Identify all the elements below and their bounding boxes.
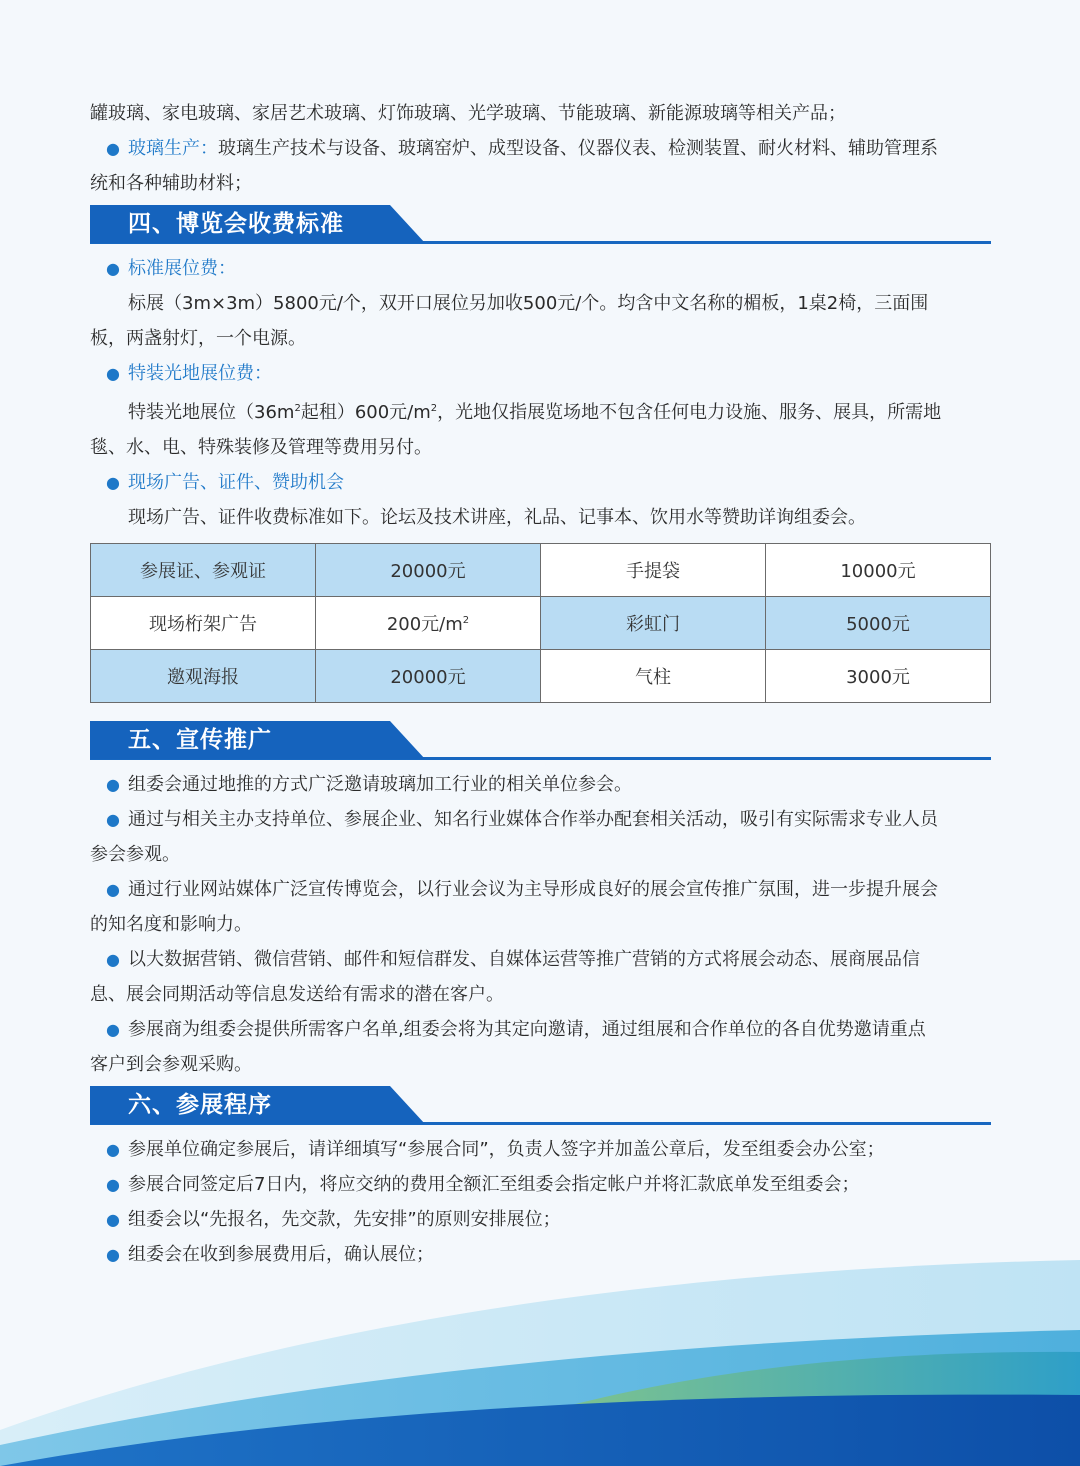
intro-line: 罐玻璃、家电玻璃、家居艺术玻璃、灯饰玻璃、光学玻璃、节能玻璃、新能源玻璃等相关产品； bbox=[90, 103, 846, 124]
bullet-icon: ● bbox=[106, 1020, 120, 1039]
bullet-icon: ● bbox=[106, 775, 120, 794]
list-item bbox=[90, 767, 991, 802]
standard-booth-line1: 标展（3m×3m）5800元/个，双开口展位另加收500元/个。均含中文名称的楣板，1桌2椅，三面围 bbox=[128, 293, 929, 314]
sup-2: 2 bbox=[462, 615, 470, 626]
list-item bbox=[90, 1012, 991, 1047]
content bbox=[90, 96, 991, 1272]
ads-line: 现场广告、证件收费标准如下。论坛及技术讲座，礼品、记事本、饮用水等赞助详询组委会。 bbox=[128, 507, 866, 528]
list-item bbox=[90, 872, 991, 907]
list-item bbox=[90, 942, 991, 977]
list-item-text: 参展商为组委会提供所需客户名单,组委会将为其定向邀请，通过组展和合作单位的各自优势邀请重点 bbox=[128, 1019, 926, 1040]
section-header-4 bbox=[90, 205, 991, 245]
bullet-icon: ● bbox=[106, 1210, 120, 1229]
list-item bbox=[90, 802, 991, 837]
table-cell: 气柱 bbox=[541, 650, 766, 703]
table-cell: 5000元 bbox=[766, 597, 991, 650]
bullet-icon: ● bbox=[106, 1175, 120, 1194]
sup-2: 2 bbox=[430, 403, 438, 414]
list-item-cont: 客户到会参观采购。 bbox=[90, 1054, 252, 1075]
bullet-icon: ● bbox=[106, 1140, 120, 1159]
special-booth-line1 bbox=[90, 391, 991, 430]
decorative-wave bbox=[0, 1230, 1080, 1466]
table-cell: 20000元 bbox=[316, 544, 541, 597]
bullet-icon: ● bbox=[106, 473, 120, 492]
list-item-text: 通过与相关主办支持单位、参展企业、知名行业媒体合作举办配套相关活动，吸引有实际需求专业人员 bbox=[128, 809, 938, 830]
list-item-text: 组委会通过地推的方式广泛邀请玻璃加工行业的相关单位参会。 bbox=[128, 774, 632, 795]
table-cell: 参展证、参观证 bbox=[91, 544, 316, 597]
section-title-6: 六、参展程序 bbox=[128, 1092, 272, 1118]
ads-label: 现场广告、证件、赞助机会 bbox=[128, 472, 344, 493]
section-header-6 bbox=[90, 1086, 991, 1126]
table-row bbox=[91, 650, 991, 703]
ads-item bbox=[90, 465, 991, 500]
sup-2: 2 bbox=[294, 403, 301, 414]
bullet-icon: ● bbox=[106, 810, 120, 829]
list-item-text: 组委会在收到参展费用后，确认展位； bbox=[128, 1244, 434, 1265]
standard-booth-item bbox=[90, 251, 991, 286]
special-text-b: 起租）600元/m bbox=[300, 402, 431, 423]
fee-table bbox=[90, 543, 991, 703]
special-booth-line2: 毯、水、电、特殊装修及管理等费用另付。 bbox=[90, 437, 432, 458]
special-text-a: 特装光地展位（36m bbox=[128, 402, 295, 423]
list-item-text: 组委会以“先报名，先交款，先安排”的原则安排展位； bbox=[128, 1209, 561, 1230]
section-header-5 bbox=[90, 721, 991, 761]
bullet-icon: ● bbox=[106, 259, 120, 278]
table-row bbox=[91, 544, 991, 597]
bullet-icon: ● bbox=[106, 950, 120, 969]
list-item-cont: 的知名度和影响力。 bbox=[90, 914, 252, 935]
list-item bbox=[90, 1132, 991, 1167]
list-item-text: 参展合同签定后7日内，将应交纳的费用全额汇至组委会指定帐户并将汇款底单发至组委会； bbox=[128, 1174, 860, 1195]
glass-production-item bbox=[90, 131, 991, 166]
cell-text: 200元/m bbox=[386, 614, 463, 635]
list-item-text: 参展单位确定参展后，请详细填写“参展合同”，负责人签字并加盖公章后，发至组委会办公室； bbox=[128, 1139, 885, 1160]
bullet-icon: ● bbox=[106, 139, 120, 158]
glass-production-text: 玻璃生产技术与设备、玻璃窑炉、成型设备、仪器仪表、检测装置、耐火材料、辅助管理系 bbox=[218, 138, 938, 159]
table-row bbox=[91, 597, 991, 650]
table-cell: 现场桁架广告 bbox=[91, 597, 316, 650]
special-booth-label: 特装光地展位费： bbox=[128, 363, 272, 384]
table-cell: 彩虹门 bbox=[541, 597, 766, 650]
bullet-icon: ● bbox=[106, 880, 120, 899]
table-cell: 10000元 bbox=[766, 544, 991, 597]
section-title-5: 五、宣传推广 bbox=[128, 727, 272, 753]
special-booth-item bbox=[90, 356, 991, 391]
table-cell: 邀观海报 bbox=[91, 650, 316, 703]
table-cell: 3000元 bbox=[766, 650, 991, 703]
glass-production-text-cont: 统和各种辅助材料； bbox=[90, 173, 252, 194]
standard-booth-line2: 板，两盏射灯，一个电源。 bbox=[90, 328, 306, 349]
list-item-text: 以大数据营销、微信营销、邮件和短信群发、自媒体运营等推广营销的方式将展会动态、展商展品信 bbox=[128, 949, 920, 970]
list-item-cont: 参会参观。 bbox=[90, 844, 180, 865]
list-item bbox=[90, 1167, 991, 1202]
special-text-c: ，光地仅指展览场地不包含任何电力设施、服务、展具，所需地 bbox=[437, 402, 942, 423]
bullet-icon: ● bbox=[106, 364, 120, 383]
table-cell: 手提袋 bbox=[541, 544, 766, 597]
glass-production-label: 玻璃生产： bbox=[128, 138, 218, 159]
standard-booth-label: 标准展位费： bbox=[128, 258, 236, 279]
section-title-4: 四、博览会收费标准 bbox=[128, 211, 344, 237]
list-item-text: 通过行业网站媒体广泛宣传博览会，以行业会议为主导形成良好的展会宣传推广氛围，进一步提升展会 bbox=[128, 879, 938, 900]
table-cell bbox=[316, 597, 541, 650]
table-cell: 20000元 bbox=[316, 650, 541, 703]
bullet-icon: ● bbox=[106, 1245, 120, 1264]
list-item-cont: 息、展会同期活动等信息发送给有需求的潜在客户。 bbox=[90, 984, 504, 1005]
